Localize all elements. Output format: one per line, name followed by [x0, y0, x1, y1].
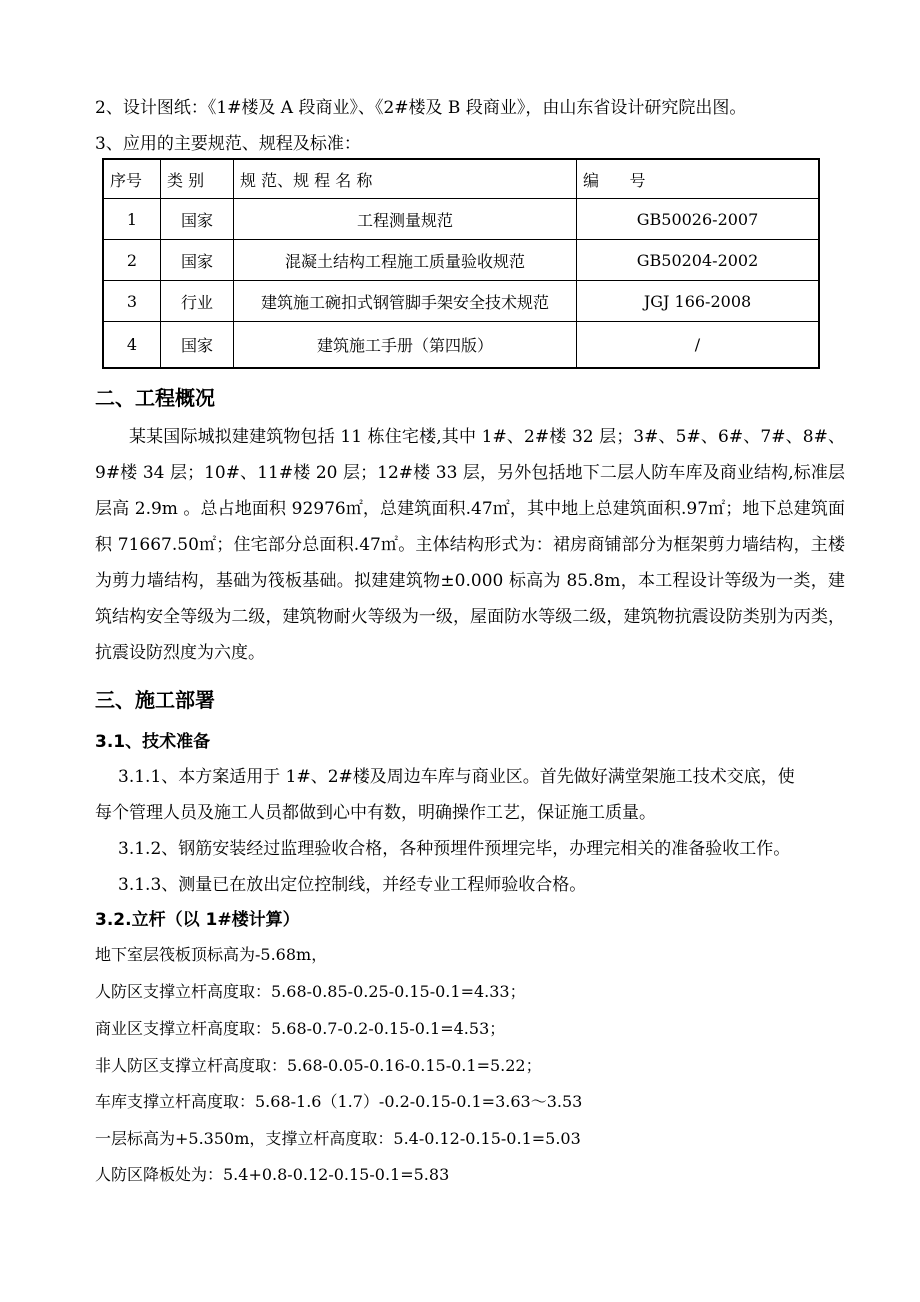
cell-no: 4: [103, 322, 161, 369]
table-row: [103, 199, 819, 240]
standards-table: [102, 158, 820, 369]
calc-line: 非人防区支撑立杆高度取：5.68-0.05-0.16-0.15-0.1=5.22；: [95, 1056, 542, 1075]
calc-line: 商业区支撑立杆高度取：5.68-0.7-0.2-0.15-0.1=4.53；: [95, 1019, 506, 1038]
calc-line: 人防区支撑立杆高度取：5.68-0.85-0.25-0.15-0.1=4.33；: [95, 982, 526, 1001]
table-row: [103, 240, 819, 281]
intro-item-2: 2、设计图纸：《1#楼及 A 段商业》、《2#楼及 B 段商业》，由山东省设计研究院出图。: [95, 98, 747, 118]
header-name: 规 范、规 程 名 称: [234, 159, 577, 199]
cell-no: 1: [103, 199, 161, 240]
cell-name: 建筑施工手册（第四版）: [234, 322, 577, 369]
item-3-1-2: 3.1.2、钢筋安装经过监理验收合格，各种预埋件预埋完毕，办理完相关的准备验收工作。: [118, 839, 791, 859]
cell-name: 工程测量规范: [234, 199, 577, 240]
cell-code: /: [577, 322, 820, 369]
subsection-3-1-title: 3.1、技术准备: [95, 732, 211, 752]
cell-category: 国家: [161, 199, 234, 240]
cell-category: 国家: [161, 322, 234, 369]
section-2-title: 二、工程概况: [95, 386, 215, 410]
cell-code: JGJ 166-2008: [577, 281, 820, 322]
cell-no: 3: [103, 281, 161, 322]
table-row: [103, 281, 819, 322]
cell-name: 混凝土结构工程施工质量验收规范: [234, 240, 577, 281]
calc-line: 人防区降板处为：5.4+0.8-0.12-0.15-0.1=5.83: [95, 1165, 450, 1184]
subsection-3-2-title: 3.2.立杆（以 1#楼计算）: [95, 910, 300, 930]
header-category: 类 别: [161, 159, 234, 199]
cell-category: 国家: [161, 240, 234, 281]
section-3-title: 三、施工部署: [95, 688, 215, 712]
calc-line: 一层标高为+5.350m，支撑立杆高度取：5.4-0.12-0.15-0.1=5.03: [95, 1129, 581, 1148]
item-3-1-1-continued: 每个管理人员及施工人员都做到心中有数，明确操作工艺，保证施工质量。: [95, 803, 656, 823]
cell-name: 建筑施工碗扣式钢管脚手架安全技术规范: [234, 281, 577, 322]
table-row: [103, 322, 819, 369]
intro-item-3: 3、应用的主要规范、规程及标准：: [95, 134, 361, 154]
item-3-1-1: 3.1.1、本方案适用于 1#、2#楼及周边车库与商业区。首先做好满堂架施工技术交底，使: [118, 767, 795, 787]
calc-line: 地下室层筏板顶标高为-5.68m，: [95, 945, 328, 964]
cell-code: GB50026-2007: [577, 199, 820, 240]
header-no: 序号: [103, 159, 161, 199]
header-code: 编 号: [577, 159, 820, 199]
cell-code: GB50204-2002: [577, 240, 820, 281]
section-2-body: 某某国际城拟建建筑物包括 11 栋住宅楼,其中 1#、2#楼 32 层；3#、5#、6#、7#、8#、9#楼 34 层；10#、11#楼 20 层；12#楼 33 层，另外包括地下二层人防车库及商业结构,标准层层高 2.9m 。总占地面积 92976㎡，总建筑面积.47㎡，其中地上总建筑面积.97㎡；地下总建筑面积 71667.50㎡；住宅部分总面积.47㎡。主体结构形式为：裙房商铺部分为框架剪力墙结构，主楼为剪力墙结构，基础为筏板基础。拟建建筑物±0.000 标高为 85.8m，本工程设计等级为一类，建筑结构安全等级为二级，建筑物耐火等级为一级，屋面防水等级二级，建筑物抗震设防类别为丙类，抗震设防烈度为六度。: [95, 427, 845, 663]
calc-line: 车库支撑立杆高度取：5.68-1.6（1.7）-0.2-0.15-0.1=3.63～3.53: [95, 1092, 583, 1111]
table-header-row: [103, 159, 819, 199]
cell-no: 2: [103, 240, 161, 281]
item-3-1-3: 3.1.3、测量已在放出定位控制线，并经专业工程师验收合格。: [118, 875, 587, 895]
cell-category: 行业: [161, 281, 234, 322]
